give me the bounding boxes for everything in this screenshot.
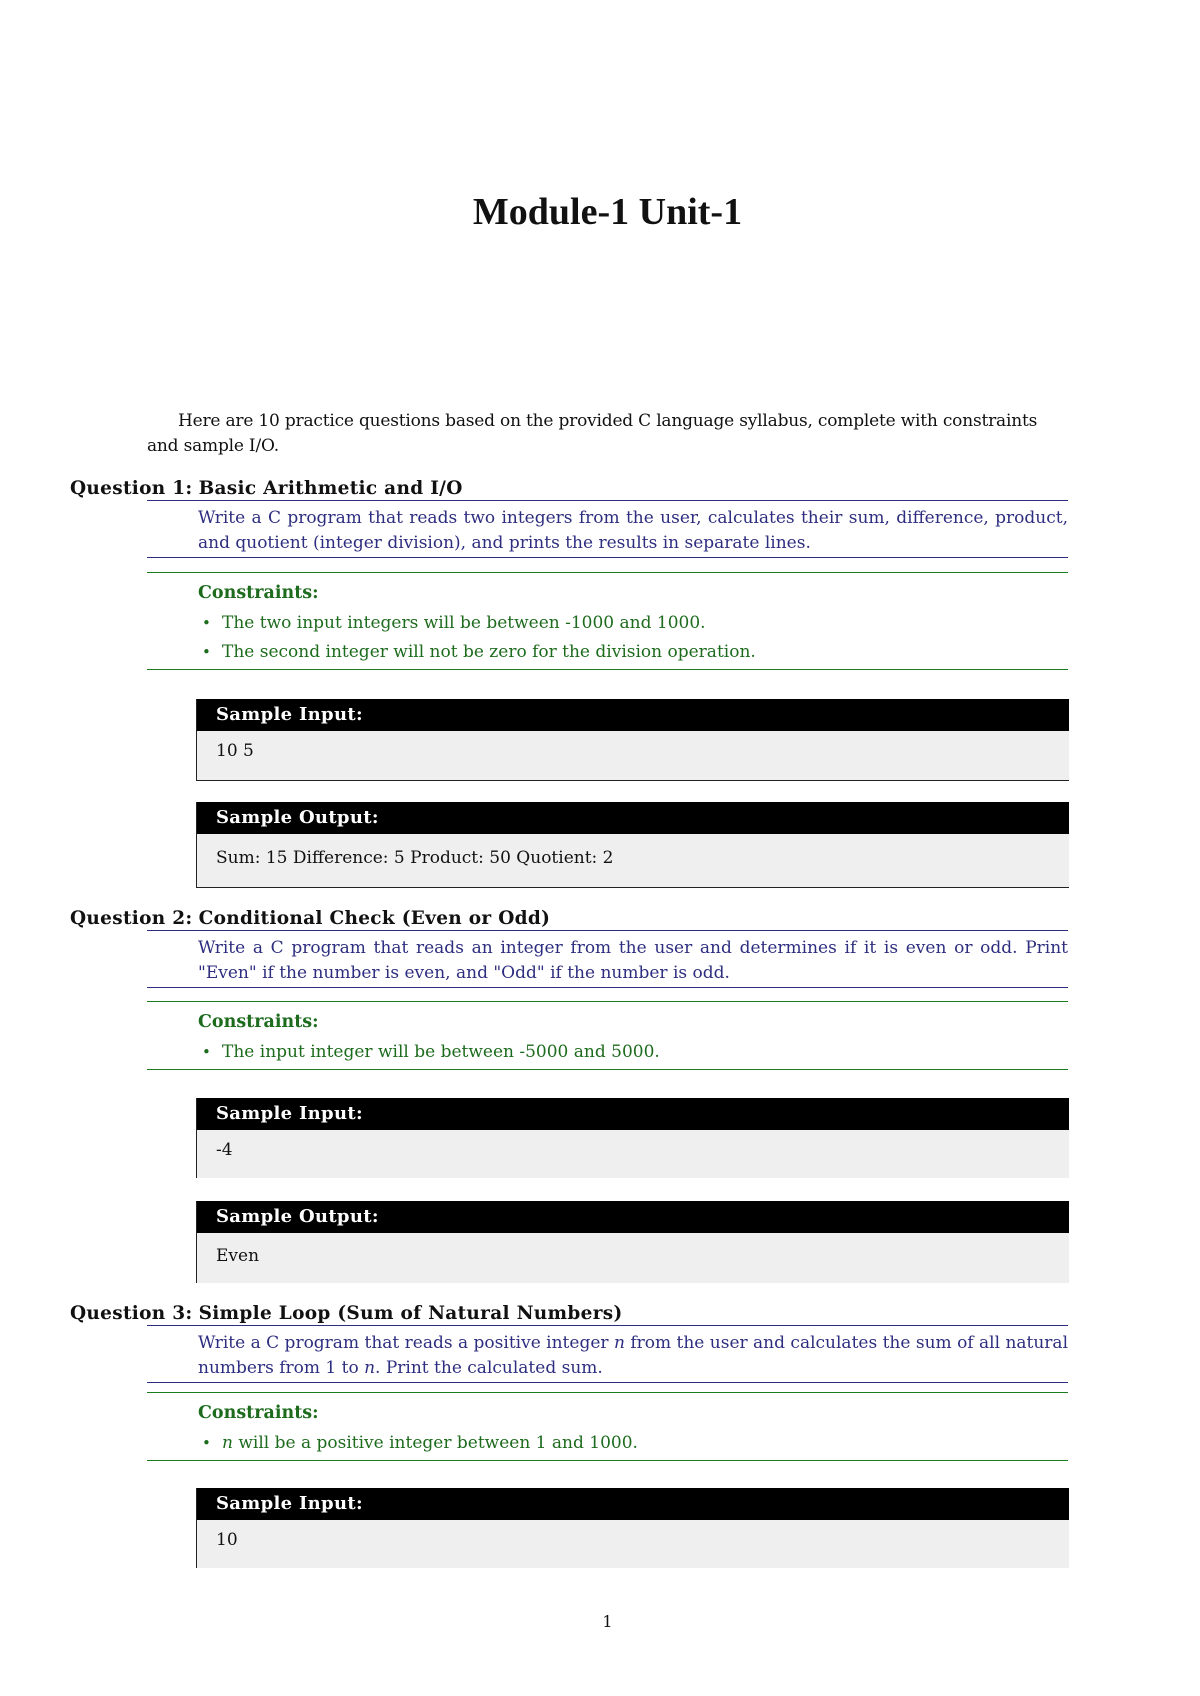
constraint-item <box>222 1429 1068 1458</box>
question-3-body <box>147 1325 1068 1383</box>
question-1-heading <box>70 478 463 499</box>
question-1-label: Question 1: <box>70 478 193 499</box>
sample-input-heading: Sample Input: <box>197 699 1069 731</box>
question-3-sample-input <box>196 1488 1069 1568</box>
page-title: Module-1 Unit-1 <box>472 191 743 233</box>
constraint-item: • The second integer will not be zero for the division operation. <box>222 638 1068 667</box>
sample-input-value: 10 5 <box>216 741 254 761</box>
question-2-constraints <box>147 1001 1068 1070</box>
sample-input-heading: Sample Input: <box>197 1488 1069 1520</box>
sample-input-value: 10 <box>216 1530 238 1550</box>
math-n: n <box>364 1358 376 1378</box>
question-2-sample-output <box>196 1201 1069 1283</box>
sample-output-heading: Sample Output: <box>197 1201 1069 1233</box>
question-3-heading <box>70 1303 623 1324</box>
question-2-heading <box>70 908 550 929</box>
constraint-text: will be a positive integer between 1 and 1000. <box>232 1433 638 1453</box>
math-n: n <box>222 1433 233 1453</box>
question-3-title: Simple Loop (Sum of Natural Numbers) <box>198 1303 623 1324</box>
question-3-body-text: . Print the calculated sum. <box>375 1358 603 1378</box>
question-3-body-text: from the user and calculates the sum of all natural numbers from 1 to <box>198 1333 1069 1378</box>
sample-output-value: Sum: 15 Difference: 5 Product: 50 Quotient: 2 <box>216 848 614 868</box>
intro-paragraph: Here are 10 practice questions based on the provided C language syllabus, complete with constraints and sample I/O. <box>147 411 1038 456</box>
question-2-label: Question 2: <box>70 908 193 929</box>
constraint-item: • The two input integers will be between -1000 and 1000. <box>222 609 1068 638</box>
question-3-body-text: Write a C program that reads a positive integer <box>198 1333 614 1353</box>
sample-output-heading: Sample Output: <box>197 802 1069 834</box>
sample-output-value: Even <box>216 1246 260 1266</box>
constraints-heading: Constraints: <box>198 583 319 603</box>
math-n: n <box>613 1333 625 1353</box>
question-1-body: Write a C program that reads two integers from the user, calculates their sum, difference, product, and quotient (integer division), and prints the results in separate lines. <box>147 500 1068 558</box>
question-1-title: Basic Arithmetic and I/O <box>198 478 463 499</box>
sample-input-heading: Sample Input: <box>197 1098 1069 1130</box>
question-2-title: Conditional Check (Even or Odd) <box>198 908 551 929</box>
page-number: 1 <box>602 1612 613 1631</box>
constraints-heading: Constraints: <box>198 1403 319 1423</box>
question-1-constraints <box>147 572 1068 670</box>
question-1-sample-output <box>196 802 1069 888</box>
constraint-item: • The input integer will be between -5000 and 5000. <box>222 1038 1068 1067</box>
question-2-body: Write a C program that reads an integer from the user and determines if it is even or odd. Print "Even" if the number is even, and "Odd" if the number is odd. <box>147 930 1068 988</box>
constraints-heading: Constraints: <box>198 1012 319 1032</box>
sample-input-value: -4 <box>216 1140 233 1160</box>
question-3-label: Question 3: <box>70 1303 193 1324</box>
question-1-sample-input <box>196 699 1069 781</box>
question-3-constraints <box>147 1392 1068 1461</box>
question-2-sample-input <box>196 1098 1069 1178</box>
